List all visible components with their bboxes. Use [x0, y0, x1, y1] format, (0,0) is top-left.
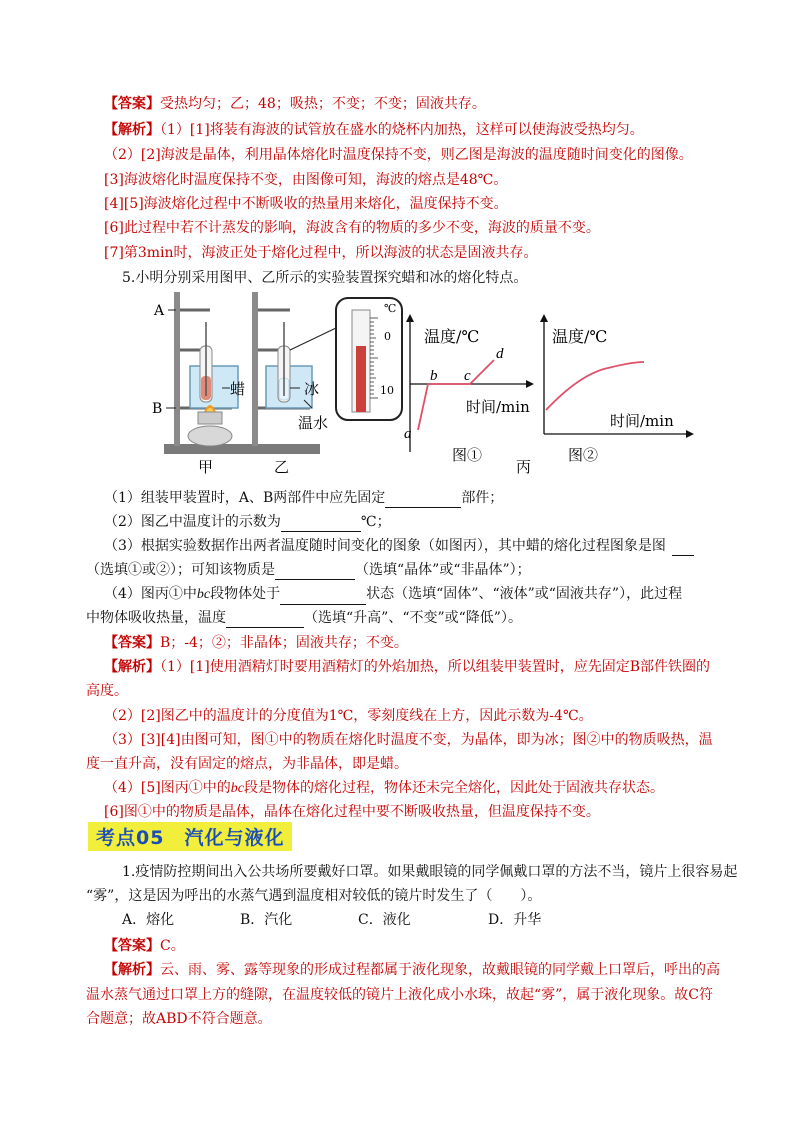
- point-d: d: [496, 346, 504, 362]
- point-b: b: [430, 368, 438, 384]
- label-wax: 蜡: [230, 380, 246, 398]
- analysis-text: 云、雨、雾、露等现象的形成过程都属于液化现象，故戴眼镜的同学戴上口罩后，呼出的高: [160, 962, 720, 978]
- analysis-tag: 【解析】: [104, 962, 160, 978]
- label-warm-water: 温水: [298, 414, 329, 432]
- question-stem: 5.小明分别采用图甲、乙所示的实验装置探究蜡和冰的熔化特点。: [122, 270, 528, 286]
- label-a: A: [154, 303, 165, 319]
- sub-text: （选填①或②）；可知该物质是: [86, 562, 275, 578]
- analysis-text: [3]海波熔化时温度保持不变，由图像可知，海波的熔点是48℃。: [104, 172, 508, 188]
- q4-answer-line: [104, 94, 486, 114]
- segment-bc: bc: [196, 587, 211, 602]
- analysis-text: （2）[2]图乙中的温度计的分度值为1℃，零刻度线在上方，因此示数为-4℃。: [104, 708, 593, 724]
- sub-text: ℃；: [360, 514, 391, 530]
- sub-question-4: [104, 584, 682, 605]
- analysis-text: （3）[3][4]由图可知，图①中的物质在熔化时温度不变，为晶体，即为冰；图②中的物质吸热，温: [104, 732, 713, 748]
- analysis-text: [7]第3min时，海波正处于熔化过程中，所以海波的状态是固液共存。: [104, 245, 538, 261]
- answer-blank[interactable]: [281, 517, 361, 532]
- apparatus-jia: [164, 292, 244, 454]
- answer-tag: 【答案】: [104, 96, 160, 112]
- answer-blank[interactable]: [672, 541, 694, 556]
- sub-text: （2）图乙中温度计的示数为: [104, 514, 281, 530]
- analysis-text: （4）[5]图丙①中的: [104, 780, 231, 796]
- analysis-text: 高度。: [86, 683, 128, 699]
- graph2-ylabel: 温度/℃: [552, 327, 608, 346]
- option-a[interactable]: A．熔化: [122, 912, 175, 928]
- analysis-text: 温水蒸气通过口罩上方的缝隙，在温度较低的镜片上液化成小水珠，故起“雾”，属于液化现象。故C符: [86, 987, 714, 1003]
- graph2-caption: 图②: [568, 446, 599, 464]
- answer-blank[interactable]: [385, 493, 461, 508]
- answer-text: C。: [160, 938, 185, 954]
- graph1-xlabel: 时间/min: [466, 398, 530, 416]
- label-bing: 丙: [516, 458, 532, 476]
- s1-answer-line: [104, 936, 185, 956]
- analysis-text: [4][5]海波熔化过程中不断吸收的热量用来熔化，温度保持不变。: [104, 196, 508, 212]
- question-stem: 1.疫情防控期间出入公共场所要戴好口罩。如果戴眼镜的同学佩戴口罩的方法不当，镜片上很容易起: [122, 864, 738, 880]
- sub-text: 段物体处于: [210, 586, 281, 602]
- experiment-figure: [140, 288, 700, 478]
- graph2-xlabel: 时间/min: [610, 412, 674, 430]
- answer-text: 受热均匀；乙；48；吸热；不变；不变；固液共存。: [160, 96, 486, 112]
- answer-blank[interactable]: [275, 565, 355, 580]
- label-jia: 甲: [198, 458, 214, 476]
- analysis-text: （1）[1]使用酒精灯时要用酒精灯的外焰加热，所以组装甲装置时，应先固定B部件铁圈的: [160, 659, 711, 675]
- analysis-text: （2）[2]海波是晶体，利用晶体熔化时温度保持不变，则乙图是海波的温度随时间变化的图像。: [104, 147, 693, 163]
- sub-text: （4）图丙①中: [104, 586, 197, 602]
- point-a: a: [404, 426, 412, 442]
- answer-tag: 【答案】: [104, 938, 160, 954]
- sub-text: 中物体吸收热量，温度: [86, 610, 226, 626]
- sub-text: 部件；: [461, 490, 504, 506]
- s1-analysis-line: [104, 960, 720, 980]
- answer-blank[interactable]: [280, 590, 366, 605]
- sub-question-1: [104, 488, 503, 508]
- sub-question-2: [104, 512, 391, 532]
- sub-text: 状态（选填“固体”、“液体”或“固液共存”），此过程: [366, 586, 683, 602]
- q5-analysis-line: [104, 657, 710, 677]
- sub-text: （3）根据实验数据作出两者温度随时间变化的图象（如图丙），其中蜡的熔化过程图象是图: [104, 538, 666, 554]
- sub-question-3: [104, 536, 694, 556]
- q4-analysis-line: [104, 120, 644, 140]
- sub-text: （1）组装甲装置时，A、B两部件中应先固定: [104, 490, 386, 506]
- option-d[interactable]: D．升华: [488, 912, 542, 928]
- section-heading: 考点05 汽化与液化: [88, 822, 292, 851]
- analysis-text: [6]图①中的物质是晶体，晶体在熔化过程中要不断吸收热量，但温度保持不变。: [104, 804, 600, 820]
- answer-tag: 【答案】: [104, 635, 160, 651]
- label-b: B: [152, 401, 163, 417]
- graph1-ylabel: 温度/℃: [424, 327, 480, 346]
- option-c[interactable]: C．液化: [358, 912, 411, 928]
- label-yi: 乙: [274, 458, 290, 476]
- analysis-tag: 【解析】: [104, 122, 160, 138]
- thermo-unit: ℃: [384, 302, 397, 315]
- analysis-text: [6]此过程中若不计蒸发的影响，海波含有的物质的多少不变，海波的质量不变。: [104, 220, 600, 236]
- sub-question-3-cont: [86, 560, 531, 580]
- answer-text: B；-4；②；非晶体；固液共存；不变。: [160, 635, 408, 651]
- option-b[interactable]: B．汽化: [240, 912, 293, 928]
- analysis-tag: 【解析】: [104, 659, 160, 675]
- segment-bc: bc: [230, 781, 244, 796]
- analysis-text: 度一直升高，没有固定的熔点，为非晶体，即是蜡。: [86, 756, 408, 772]
- sub-text: （选填“升高”、“不变”或“降低”）。: [304, 610, 522, 626]
- answer-blank[interactable]: [226, 613, 304, 628]
- sub-text: （选填“晶体”或“非晶体”）；: [355, 562, 531, 578]
- analysis-text-line: [104, 778, 664, 799]
- graph1-caption: 图①: [452, 446, 483, 464]
- analysis-text: 合题意；故ABD不符合题意。: [86, 1011, 272, 1027]
- thermometer-closeup: [336, 298, 402, 420]
- analysis-text: 段是物体的熔化过程，物体还未完全熔化，因此处于固液共存状态。: [243, 780, 664, 796]
- point-c: c: [464, 368, 471, 384]
- thermo-0: 0: [384, 330, 391, 343]
- label-ice: 冰: [304, 380, 320, 398]
- sub-question-4-cont: [86, 608, 522, 628]
- q5-answer-line: [104, 633, 408, 653]
- thermo-10: 10: [380, 384, 394, 397]
- question-stem-cont: “雾”，这是因为呼出的水蒸气遇到温度相对较低的镜片时发生了（ ）。: [86, 888, 542, 904]
- analysis-text: （1）[1]将装有海波的试管放在盛水的烧杯内加热，这样可以使海波受热均匀。: [160, 122, 644, 138]
